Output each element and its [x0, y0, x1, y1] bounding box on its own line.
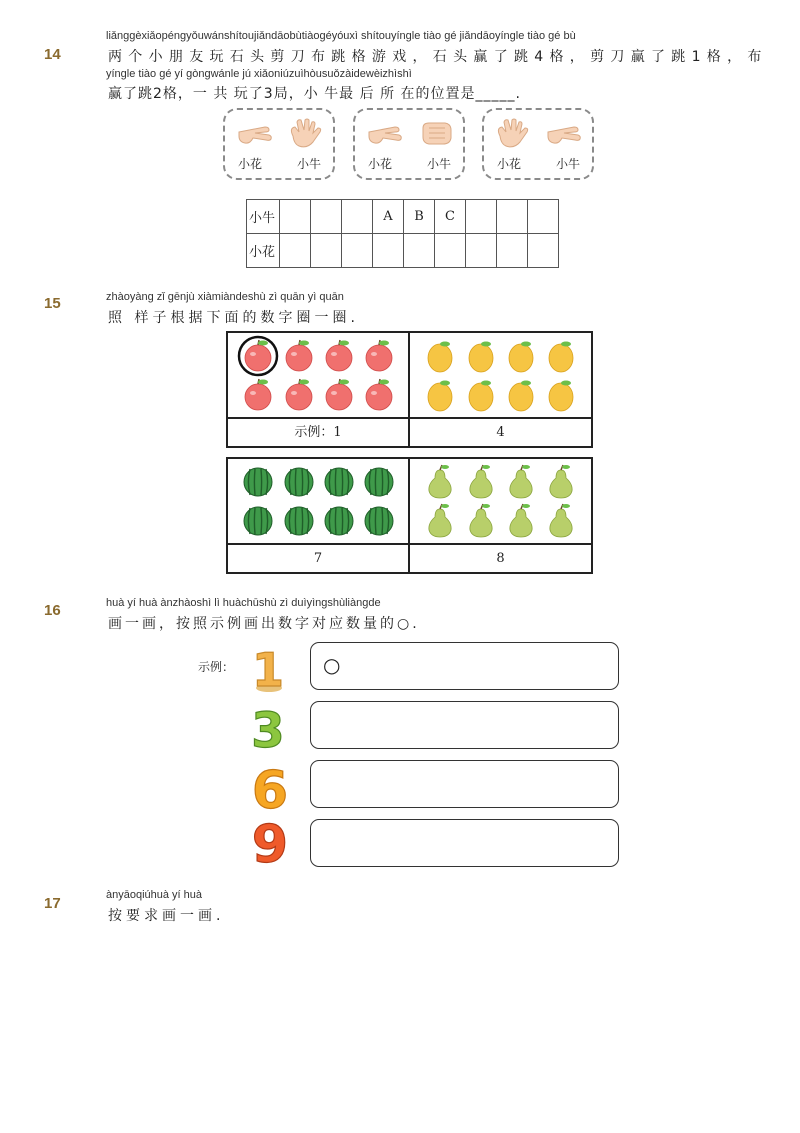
round-2-left-player-name: 小花 [368, 157, 393, 171]
pear-icon[interactable] [510, 504, 532, 537]
question-17-text: 按要求画一画. [108, 908, 225, 924]
watermelon-icon[interactable] [244, 468, 272, 496]
round-card-3 [482, 108, 594, 180]
fruit-box-top [226, 331, 593, 448]
question-17-pinyin: ànyāoqiúhuà yí huà [106, 889, 203, 901]
question-14-text-line-1: 两个小朋友玩石头剪刀布跳格游戏，石头赢了跳4格，剪刀赢了跳1格，布 [108, 49, 768, 65]
grid-row-xiaoniu [247, 200, 559, 234]
digit-six-glyph: 6 [251, 761, 289, 814]
watermelon-icon[interactable] [285, 507, 313, 535]
digit-nine [248, 814, 292, 872]
pear-icon[interactable] [550, 504, 572, 537]
digit-three-glyph: 3 [251, 703, 285, 753]
example-label: 示例： [198, 660, 235, 674]
fruit-group-apple [228, 333, 408, 417]
answer-box-three[interactable] [310, 701, 619, 749]
fruit-group-lemon [410, 333, 590, 417]
watermelon-icon[interactable] [285, 468, 313, 496]
lemon-icon[interactable] [549, 381, 573, 412]
digit-nine-glyph: 9 [251, 815, 289, 868]
grid-cell[interactable] [497, 200, 528, 234]
paper-hand-icon [494, 118, 532, 150]
digit-one [248, 644, 288, 698]
answer-box-nine[interactable] [310, 819, 619, 867]
fruit-cell-apples [228, 333, 410, 419]
watermelon-icon[interactable] [365, 507, 393, 535]
answer-box-six[interactable] [310, 760, 619, 808]
grid-row-label: 小花 [247, 234, 280, 268]
apple-icon[interactable] [286, 379, 312, 410]
apple-icon[interactable] [286, 340, 312, 371]
watermelon-icon[interactable] [325, 468, 353, 496]
grid-cell[interactable] [280, 234, 311, 268]
grid-cell[interactable] [404, 234, 435, 268]
grid-cell[interactable] [528, 200, 559, 234]
grid-cell[interactable] [373, 234, 404, 268]
count-label-lemons: 4 [496, 425, 505, 440]
round-1-right-player-name: 小牛 [297, 157, 322, 171]
scissors-hand-icon [544, 118, 584, 148]
digit-one-glyph: 1 [251, 644, 285, 694]
pear-icon[interactable] [429, 465, 451, 498]
scissors-hand-icon [365, 118, 405, 148]
count-label-watermelons: 7 [228, 545, 410, 572]
question-15-pinyin: zhàoyàng zǐ gēnjù xiàmiàndeshù zì quān yì quān [106, 291, 344, 303]
scissors-hand-icon [235, 118, 275, 148]
grid-cell[interactable] [528, 234, 559, 268]
round-1-left-player-name: 小花 [238, 157, 263, 171]
question-14-pinyin-line-2: yíngle tiào gé yí gòngwánle jú xiǎoniúzuìhòusuǒzàidewèizhìshì [106, 68, 412, 80]
fruit-cell-lemons [410, 333, 591, 419]
lemon-icon[interactable] [428, 342, 452, 373]
pear-icon[interactable] [470, 504, 492, 537]
round-2-right-player-name: 小牛 [427, 157, 452, 171]
round-card-2 [353, 108, 465, 180]
grid-cell[interactable] [435, 234, 466, 268]
round-card-1 [223, 108, 335, 180]
fruit-cell-pears [410, 459, 591, 545]
grid-cell[interactable] [497, 234, 528, 268]
grid-cell[interactable] [311, 200, 342, 234]
grid-cell[interactable]: C [435, 200, 466, 234]
count-label-pears: 8 [496, 551, 505, 566]
question-16-pinyin: huà yí huà ànzhàoshì lì huàchūshù zì duìyìngshùliàngde [106, 597, 381, 609]
question-15-number: 15 [44, 295, 61, 312]
answer-box-example[interactable] [310, 642, 619, 690]
question-14-text-line-2: 赢了跳2格，一 共 玩了3局，小 牛最 后 所 在的位置是_____. [108, 86, 521, 102]
grid-row-xiaohua [247, 234, 559, 268]
pear-icon[interactable] [510, 465, 532, 498]
lemon-icon[interactable] [509, 342, 533, 373]
lemon-icon[interactable] [469, 381, 493, 412]
apple-icon[interactable] [245, 379, 271, 410]
apple-icon[interactable] [366, 379, 392, 410]
example-circle: ○ [323, 653, 341, 677]
grid-cell[interactable] [280, 200, 311, 234]
fruit-cell-watermelons [228, 459, 410, 545]
pear-icon[interactable] [550, 465, 572, 498]
grid-cell[interactable] [466, 234, 497, 268]
question-14-pinyin-line-1: liǎnggèxiǎopéngyǒuwánshítoujiǎndāobùtiàogéyóuxì shítouyíngle tiào gé jiǎndāoyíngle tiào gé bù [106, 30, 576, 42]
apple-icon[interactable] [326, 340, 352, 371]
paper-hand-icon [287, 118, 325, 150]
lemon-icon[interactable] [509, 381, 533, 412]
grid-cell[interactable] [342, 234, 373, 268]
fruit-group-pear [410, 459, 590, 543]
round-3-right-player-name: 小牛 [556, 157, 581, 171]
position-grid [246, 199, 559, 268]
grid-row-label: 小牛 [247, 200, 280, 234]
grid-cell[interactable] [466, 200, 497, 234]
fruit-group-watermelon [228, 459, 408, 543]
watermelon-icon[interactable] [325, 507, 353, 535]
watermelon-icon[interactable] [244, 507, 272, 535]
lemon-icon[interactable] [549, 342, 573, 373]
round-3-left-player-name: 小花 [497, 157, 522, 171]
watermelon-icon[interactable] [365, 468, 393, 496]
question-17-number: 17 [44, 895, 61, 912]
rock-hand-icon [419, 118, 455, 148]
grid-cell[interactable]: A [373, 200, 404, 234]
lemon-icon[interactable] [428, 381, 452, 412]
pear-icon[interactable] [470, 465, 492, 498]
question-16-number: 16 [44, 602, 61, 619]
grid-cell[interactable]: B [404, 200, 435, 234]
apple-icon[interactable] [326, 379, 352, 410]
question-15-text: 照 样子根据下面的数字圈一圈. [108, 310, 359, 326]
grid-cell[interactable] [311, 234, 342, 268]
apple-icon[interactable] [245, 340, 271, 371]
digit-three [248, 703, 288, 757]
digit-six [248, 760, 292, 818]
fruit-box-bottom [226, 457, 593, 574]
lemon-icon[interactable] [469, 342, 493, 373]
grid-cell[interactable] [342, 200, 373, 234]
pear-icon[interactable] [429, 504, 451, 537]
question-16-text: 画一画，按照示例画出数字对应数量的○. [108, 616, 420, 632]
count-label-apples: 示例：1 [228, 419, 410, 446]
apple-icon[interactable] [366, 340, 392, 371]
question-14-number: 14 [44, 46, 61, 63]
